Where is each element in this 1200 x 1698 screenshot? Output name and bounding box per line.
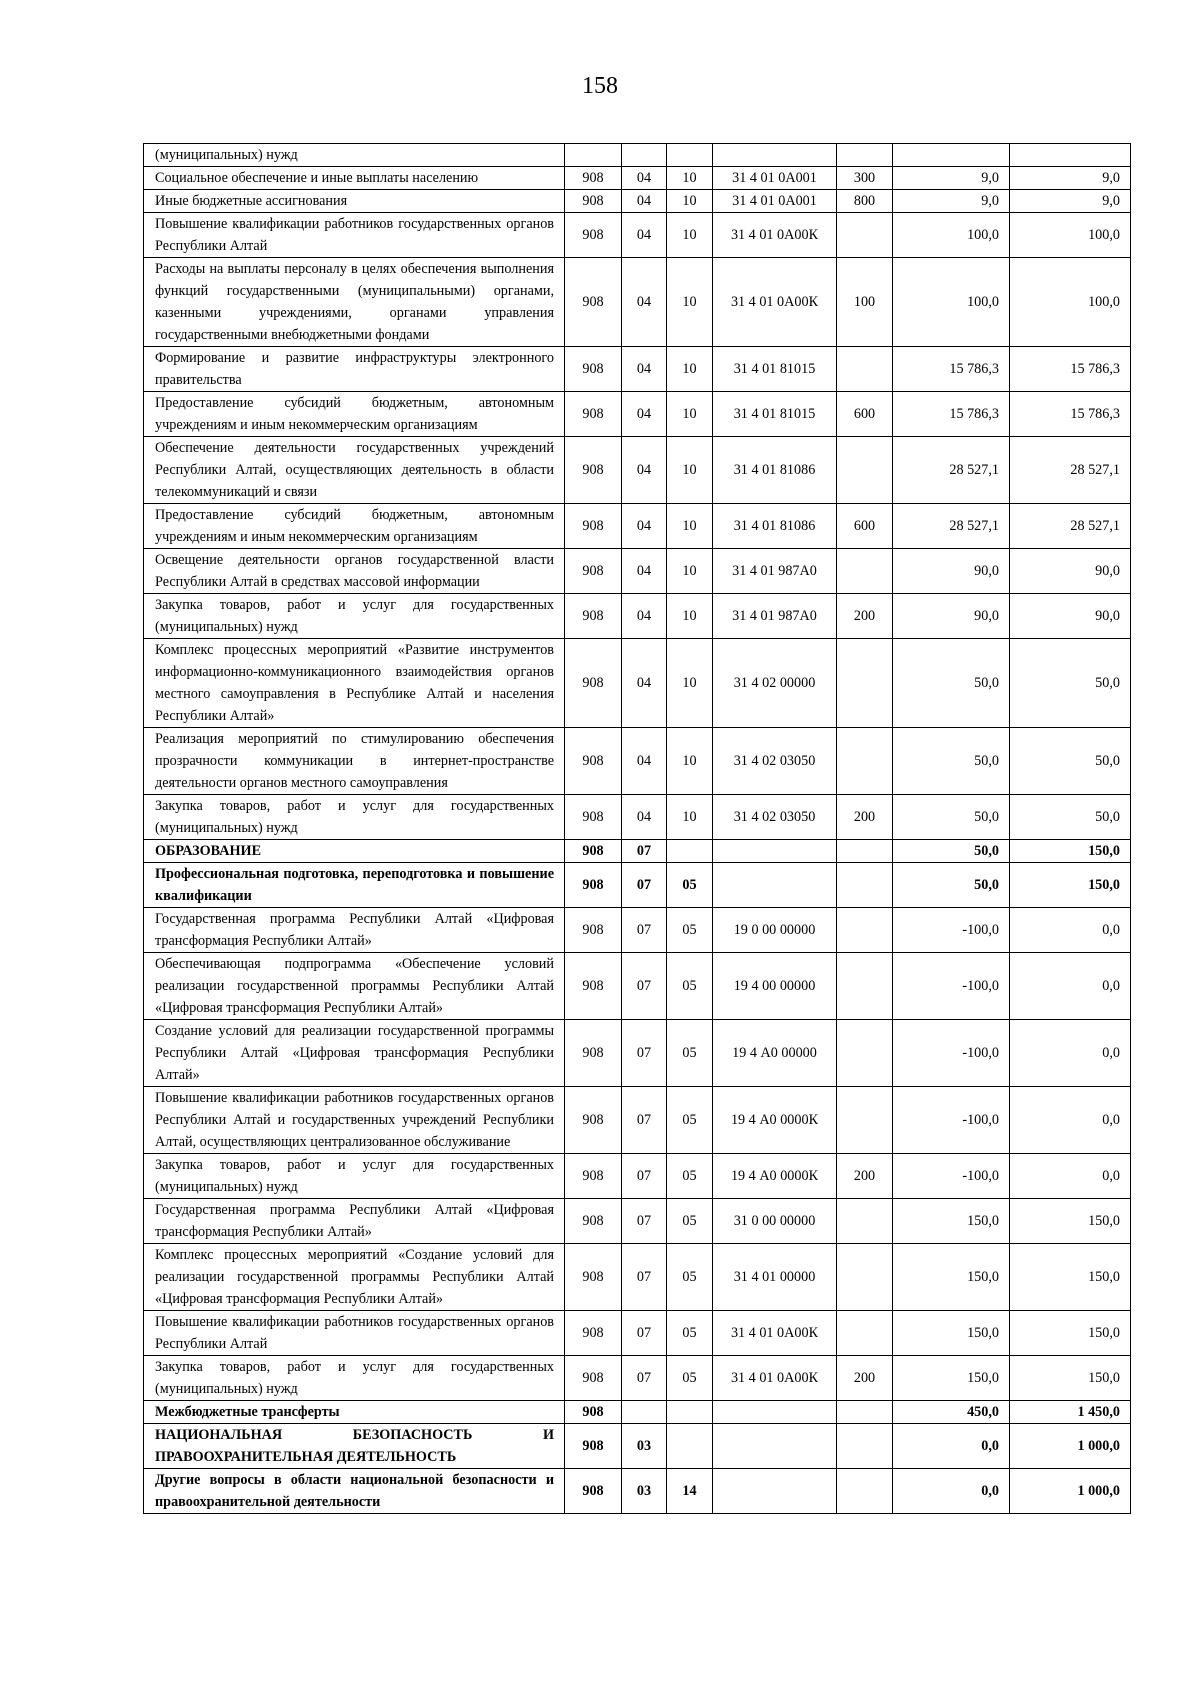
row-amount-1: 50,0 — [893, 639, 1010, 728]
table-row — [144, 1244, 1131, 1311]
row-amount-1: 150,0 — [893, 1311, 1010, 1356]
row-amount-1: 100,0 — [893, 258, 1010, 347]
row-name: Реализация мероприятий по стимулированию обеспечения прозрачности коммуникации в интернет-пространстве деятельности органов местного самоуправления — [144, 728, 565, 795]
row-amount-2: 0,0 — [1010, 1020, 1131, 1087]
row-subsection-code: 05 — [667, 1087, 713, 1154]
row-grbs-code: 908 — [565, 347, 622, 392]
row-target-article-code: 31 4 01 0А001 — [713, 167, 837, 190]
row-expense-type-code: 200 — [837, 1356, 893, 1401]
row-section-code: 04 — [622, 437, 667, 504]
table-row — [144, 504, 1131, 549]
row-subsection-code: 05 — [667, 1199, 713, 1244]
row-section-code: 03 — [622, 1469, 667, 1514]
row-grbs-code: 908 — [565, 392, 622, 437]
row-expense-type-code — [837, 1199, 893, 1244]
row-amount-2: 1 450,0 — [1010, 1401, 1131, 1424]
row-section-code: 07 — [622, 1244, 667, 1311]
row-target-article-code: 31 4 01 81086 — [713, 437, 837, 504]
row-grbs-code: 908 — [565, 1087, 622, 1154]
row-section-code: 04 — [622, 258, 667, 347]
row-section-code — [622, 1401, 667, 1424]
row-subsection-code: 05 — [667, 1244, 713, 1311]
table-row — [144, 1154, 1131, 1199]
row-section-code: 07 — [622, 863, 667, 908]
table-row — [144, 840, 1131, 863]
row-name: Предоставление субсидий бюджетным, автономным учреждениям и иным некоммерческим организациям — [144, 504, 565, 549]
row-expense-type-code: 600 — [837, 504, 893, 549]
row-amount-2: 150,0 — [1010, 1311, 1131, 1356]
row-expense-type-code: 100 — [837, 258, 893, 347]
row-amount-1: 150,0 — [893, 1356, 1010, 1401]
row-amount-1: 90,0 — [893, 594, 1010, 639]
row-subsection-code: 05 — [667, 863, 713, 908]
row-amount-1: 0,0 — [893, 1469, 1010, 1514]
row-grbs-code: 908 — [565, 953, 622, 1020]
row-section-code: 07 — [622, 1356, 667, 1401]
table-row — [144, 392, 1131, 437]
row-amount-2: 150,0 — [1010, 1199, 1131, 1244]
row-expense-type-code: 200 — [837, 1154, 893, 1199]
row-amount-2: 0,0 — [1010, 953, 1131, 1020]
row-grbs-code: 908 — [565, 1199, 622, 1244]
row-grbs-code: 908 — [565, 639, 622, 728]
row-grbs-code: 908 — [565, 1244, 622, 1311]
row-grbs-code: 908 — [565, 1311, 622, 1356]
row-subsection-code: 10 — [667, 437, 713, 504]
row-name: Другие вопросы в области национальной безопасности и правоохранительной деятельности — [144, 1469, 565, 1514]
row-amount-1: 15 786,3 — [893, 347, 1010, 392]
row-section-code: 07 — [622, 1154, 667, 1199]
row-subsection-code: 10 — [667, 190, 713, 213]
row-amount-1: 0,0 — [893, 1424, 1010, 1469]
row-section-code: 04 — [622, 392, 667, 437]
row-amount-2: 1 000,0 — [1010, 1469, 1131, 1514]
row-section-code: 04 — [622, 347, 667, 392]
row-name: НАЦИОНАЛЬНАЯ БЕЗОПАСНОСТЬ И ПРАВООХРАНИТЕЛЬНАЯ ДЕЯТЕЛЬНОСТЬ — [144, 1424, 565, 1469]
row-subsection-code: 10 — [667, 167, 713, 190]
row-expense-type-code: 200 — [837, 795, 893, 840]
row-amount-2: 100,0 — [1010, 213, 1131, 258]
row-section-code: 04 — [622, 167, 667, 190]
budget-table — [143, 143, 1131, 1514]
row-section-code: 03 — [622, 1424, 667, 1469]
row-subsection-code: 10 — [667, 392, 713, 437]
row-section-code: 04 — [622, 639, 667, 728]
row-amount-1: -100,0 — [893, 1154, 1010, 1199]
row-amount-1: 50,0 — [893, 840, 1010, 863]
row-amount-2: 28 527,1 — [1010, 504, 1131, 549]
row-name: ОБРАЗОВАНИЕ — [144, 840, 565, 863]
row-name: Государственная программа Республики Алтай «Цифровая трансформация Республики Алтай» — [144, 1199, 565, 1244]
row-amount-1: -100,0 — [893, 953, 1010, 1020]
row-amount-1: 50,0 — [893, 795, 1010, 840]
row-target-article-code: 31 4 01 987А0 — [713, 594, 837, 639]
row-subsection-code: 10 — [667, 549, 713, 594]
row-subsection-code: 05 — [667, 1154, 713, 1199]
row-target-article-code: 31 4 01 81086 — [713, 504, 837, 549]
row-expense-type-code — [837, 908, 893, 953]
row-grbs-code: 908 — [565, 1469, 622, 1514]
row-expense-type-code — [837, 1401, 893, 1424]
row-amount-2: 150,0 — [1010, 1244, 1131, 1311]
row-name: Закупка товаров, работ и услуг для государственных (муниципальных) нужд — [144, 795, 565, 840]
row-name: (муниципальных) нужд — [144, 144, 565, 167]
row-expense-type-code — [837, 863, 893, 908]
row-grbs-code: 908 — [565, 840, 622, 863]
table-row — [144, 639, 1131, 728]
row-name: Обеспечение деятельности государственных учреждений Республики Алтай, осуществляющих деятельность в области телекоммуникаций и связи — [144, 437, 565, 504]
row-expense-type-code — [837, 144, 893, 167]
row-amount-2: 15 786,3 — [1010, 347, 1131, 392]
row-target-article-code: 31 4 02 03050 — [713, 795, 837, 840]
row-subsection-code: 10 — [667, 258, 713, 347]
row-subsection-code — [667, 144, 713, 167]
row-target-article-code — [713, 863, 837, 908]
table-row — [144, 1087, 1131, 1154]
row-amount-1: 50,0 — [893, 728, 1010, 795]
row-amount-2: 90,0 — [1010, 594, 1131, 639]
row-grbs-code: 908 — [565, 863, 622, 908]
row-section-code — [622, 144, 667, 167]
table-row — [144, 347, 1131, 392]
table-row — [144, 728, 1131, 795]
table-row — [144, 1469, 1131, 1514]
row-amount-1: 100,0 — [893, 213, 1010, 258]
row-target-article-code: 31 4 01 0А00К — [713, 1356, 837, 1401]
row-grbs-code: 908 — [565, 795, 622, 840]
row-subsection-code: 10 — [667, 795, 713, 840]
row-section-code: 07 — [622, 840, 667, 863]
row-amount-2: 28 527,1 — [1010, 437, 1131, 504]
row-section-code: 04 — [622, 504, 667, 549]
table-row — [144, 594, 1131, 639]
row-target-article-code — [713, 1424, 837, 1469]
row-subsection-code — [667, 1424, 713, 1469]
row-amount-1: 50,0 — [893, 863, 1010, 908]
row-grbs-code: 908 — [565, 258, 622, 347]
row-amount-2: 50,0 — [1010, 639, 1131, 728]
row-amount-2: 150,0 — [1010, 863, 1131, 908]
row-grbs-code: 908 — [565, 549, 622, 594]
row-grbs-code: 908 — [565, 190, 622, 213]
row-amount-2: 0,0 — [1010, 1154, 1131, 1199]
table-row — [144, 1401, 1131, 1424]
row-subsection-code — [667, 1401, 713, 1424]
row-name: Социальное обеспечение и иные выплаты населению — [144, 167, 565, 190]
row-subsection-code: 05 — [667, 908, 713, 953]
row-expense-type-code: 800 — [837, 190, 893, 213]
table-row — [144, 908, 1131, 953]
row-target-article-code: 31 4 01 987А0 — [713, 549, 837, 594]
row-expense-type-code — [837, 728, 893, 795]
row-grbs-code: 908 — [565, 1401, 622, 1424]
row-grbs-code: 908 — [565, 1424, 622, 1469]
row-expense-type-code — [837, 840, 893, 863]
row-target-article-code — [713, 144, 837, 167]
row-name: Межбюджетные трансферты — [144, 1401, 565, 1424]
row-subsection-code: 10 — [667, 728, 713, 795]
row-expense-type-code — [837, 213, 893, 258]
row-target-article-code: 19 0 00 00000 — [713, 908, 837, 953]
row-subsection-code: 10 — [667, 504, 713, 549]
row-section-code: 04 — [622, 549, 667, 594]
row-section-code: 04 — [622, 213, 667, 258]
row-subsection-code: 14 — [667, 1469, 713, 1514]
row-amount-1: -100,0 — [893, 1020, 1010, 1087]
row-amount-2: 50,0 — [1010, 728, 1131, 795]
row-subsection-code: 05 — [667, 1020, 713, 1087]
row-expense-type-code: 600 — [837, 392, 893, 437]
row-expense-type-code — [837, 1311, 893, 1356]
row-amount-2: 9,0 — [1010, 190, 1131, 213]
row-subsection-code: 10 — [667, 639, 713, 728]
row-target-article-code: 31 0 00 00000 — [713, 1199, 837, 1244]
row-section-code: 04 — [622, 594, 667, 639]
row-grbs-code: 908 — [565, 1356, 622, 1401]
row-section-code: 04 — [622, 795, 667, 840]
row-grbs-code: 908 — [565, 213, 622, 258]
row-expense-type-code — [837, 639, 893, 728]
row-amount-2: 0,0 — [1010, 908, 1131, 953]
row-target-article-code: 31 4 01 0А001 — [713, 190, 837, 213]
row-subsection-code: 10 — [667, 594, 713, 639]
table-row — [144, 1311, 1131, 1356]
row-section-code: 04 — [622, 190, 667, 213]
row-grbs-code: 908 — [565, 908, 622, 953]
table-row — [144, 953, 1131, 1020]
row-section-code: 07 — [622, 1199, 667, 1244]
row-amount-2: 0,0 — [1010, 1087, 1131, 1154]
row-subsection-code — [667, 840, 713, 863]
row-target-article-code: 31 4 01 81015 — [713, 392, 837, 437]
row-name: Повышение квалификации работников государственных органов Республики Алтай — [144, 213, 565, 258]
row-expense-type-code — [837, 437, 893, 504]
row-amount-1: 15 786,3 — [893, 392, 1010, 437]
table-row — [144, 437, 1131, 504]
row-amount-2: 1 000,0 — [1010, 1424, 1131, 1469]
row-expense-type-code: 200 — [837, 594, 893, 639]
row-name: Повышение квалификации работников государственных органов Республики Алтай — [144, 1311, 565, 1356]
row-amount-1: 9,0 — [893, 190, 1010, 213]
row-name: Комплекс процессных мероприятий «Создание условий для реализации государственной программы Республики Алтай «Цифровая трансформация Республики Алтай» — [144, 1244, 565, 1311]
row-amount-1: 9,0 — [893, 167, 1010, 190]
row-amount-2: 150,0 — [1010, 840, 1131, 863]
table-row — [144, 1356, 1131, 1401]
row-amount-1: 450,0 — [893, 1401, 1010, 1424]
table-row — [144, 190, 1131, 213]
row-name: Закупка товаров, работ и услуг для государственных (муниципальных) нужд — [144, 1356, 565, 1401]
row-amount-1: 28 527,1 — [893, 504, 1010, 549]
row-target-article-code: 31 4 01 81015 — [713, 347, 837, 392]
row-target-article-code: 31 4 01 00000 — [713, 1244, 837, 1311]
row-amount-2: 15 786,3 — [1010, 392, 1131, 437]
budget-table-body — [144, 144, 1131, 1514]
row-subsection-code: 05 — [667, 953, 713, 1020]
row-amount-1: 90,0 — [893, 549, 1010, 594]
row-amount-2: 50,0 — [1010, 795, 1131, 840]
row-amount-1: 150,0 — [893, 1244, 1010, 1311]
table-row — [144, 1199, 1131, 1244]
row-amount-2 — [1010, 144, 1131, 167]
row-name: Предоставление субсидий бюджетным, автономным учреждениям и иным некоммерческим организациям — [144, 392, 565, 437]
row-name: Расходы на выплаты персоналу в целях обеспечения выполнения функций государственными (муниципальными) органами, казенными учреждениями, органами управления государственными внебюджетными фондами — [144, 258, 565, 347]
table-row — [144, 144, 1131, 167]
page-number: 158 — [582, 73, 618, 99]
table-row — [144, 795, 1131, 840]
row-target-article-code: 31 4 02 00000 — [713, 639, 837, 728]
row-grbs-code: 908 — [565, 728, 622, 795]
table-row — [144, 213, 1131, 258]
row-name: Обеспечивающая подпрограмма «Обеспечение условий реализации государственной программы Республики Алтай «Цифровая трансформация Республики Алтай» — [144, 953, 565, 1020]
row-target-article-code — [713, 840, 837, 863]
row-target-article-code: 31 4 01 0А00К — [713, 213, 837, 258]
row-amount-1: 28 527,1 — [893, 437, 1010, 504]
table-row — [144, 1020, 1131, 1087]
row-section-code: 07 — [622, 1087, 667, 1154]
row-name: Создание условий для реализации государственной программы Республики Алтай «Цифровая трансформация Республики Алтай» — [144, 1020, 565, 1087]
row-expense-type-code — [837, 1020, 893, 1087]
row-section-code: 07 — [622, 1311, 667, 1356]
row-amount-1: -100,0 — [893, 908, 1010, 953]
row-target-article-code: 19 4 00 00000 — [713, 953, 837, 1020]
row-subsection-code: 10 — [667, 213, 713, 258]
row-name: Профессиональная подготовка, переподготовка и повышение квалификации — [144, 863, 565, 908]
table-row — [144, 549, 1131, 594]
row-section-code: 07 — [622, 908, 667, 953]
row-grbs-code: 908 — [565, 504, 622, 549]
row-expense-type-code — [837, 1087, 893, 1154]
row-subsection-code: 05 — [667, 1311, 713, 1356]
row-target-article-code: 31 4 01 0А00К — [713, 258, 837, 347]
table-row — [144, 1424, 1131, 1469]
row-expense-type-code — [837, 1424, 893, 1469]
row-name: Повышение квалификации работников государственных органов Республики Алтай и государственных учреждений Республики Алтай, осуществляющих централизованное обслуживание — [144, 1087, 565, 1154]
row-expense-type-code — [837, 953, 893, 1020]
row-expense-type-code — [837, 1244, 893, 1311]
row-name: Формирование и развитие инфраструктуры электронного правительства — [144, 347, 565, 392]
row-target-article-code — [713, 1469, 837, 1514]
row-grbs-code: 908 — [565, 1154, 622, 1199]
row-name: Иные бюджетные ассигнования — [144, 190, 565, 213]
row-subsection-code: 10 — [667, 347, 713, 392]
row-expense-type-code — [837, 347, 893, 392]
row-grbs-code: 908 — [565, 1020, 622, 1087]
row-target-article-code: 31 4 02 03050 — [713, 728, 837, 795]
row-section-code: 04 — [622, 728, 667, 795]
row-amount-2: 9,0 — [1010, 167, 1131, 190]
row-expense-type-code — [837, 549, 893, 594]
row-expense-type-code: 300 — [837, 167, 893, 190]
row-target-article-code: 19 4 А0 00000 — [713, 1020, 837, 1087]
row-amount-2: 150,0 — [1010, 1356, 1131, 1401]
row-grbs-code: 908 — [565, 594, 622, 639]
row-expense-type-code — [837, 1469, 893, 1514]
row-amount-2: 100,0 — [1010, 258, 1131, 347]
row-name: Комплекс процессных мероприятий «Развитие инструментов информационно-коммуникационного взаимодействия органов местного самоуправления в Республике Алтай и населения Республики Алтай» — [144, 639, 565, 728]
row-name: Освещение деятельности органов государственной власти Республики Алтай в средствах массовой информации — [144, 549, 565, 594]
row-amount-1 — [893, 144, 1010, 167]
row-name: Государственная программа Республики Алтай «Цифровая трансформация Республики Алтай» — [144, 908, 565, 953]
row-section-code: 07 — [622, 1020, 667, 1087]
row-grbs-code: 908 — [565, 167, 622, 190]
table-row — [144, 258, 1131, 347]
row-subsection-code: 05 — [667, 1356, 713, 1401]
row-amount-1: 150,0 — [893, 1199, 1010, 1244]
row-grbs-code — [565, 144, 622, 167]
row-target-article-code — [713, 1401, 837, 1424]
row-amount-1: -100,0 — [893, 1087, 1010, 1154]
table-row — [144, 167, 1131, 190]
row-amount-2: 90,0 — [1010, 549, 1131, 594]
row-target-article-code: 19 4 А0 0000К — [713, 1087, 837, 1154]
row-name: Закупка товаров, работ и услуг для государственных (муниципальных) нужд — [144, 1154, 565, 1199]
row-grbs-code: 908 — [565, 437, 622, 504]
row-name: Закупка товаров, работ и услуг для государственных (муниципальных) нужд — [144, 594, 565, 639]
row-section-code: 07 — [622, 953, 667, 1020]
table-row — [144, 863, 1131, 908]
row-target-article-code: 19 4 А0 0000К — [713, 1154, 837, 1199]
row-target-article-code: 31 4 01 0А00К — [713, 1311, 837, 1356]
